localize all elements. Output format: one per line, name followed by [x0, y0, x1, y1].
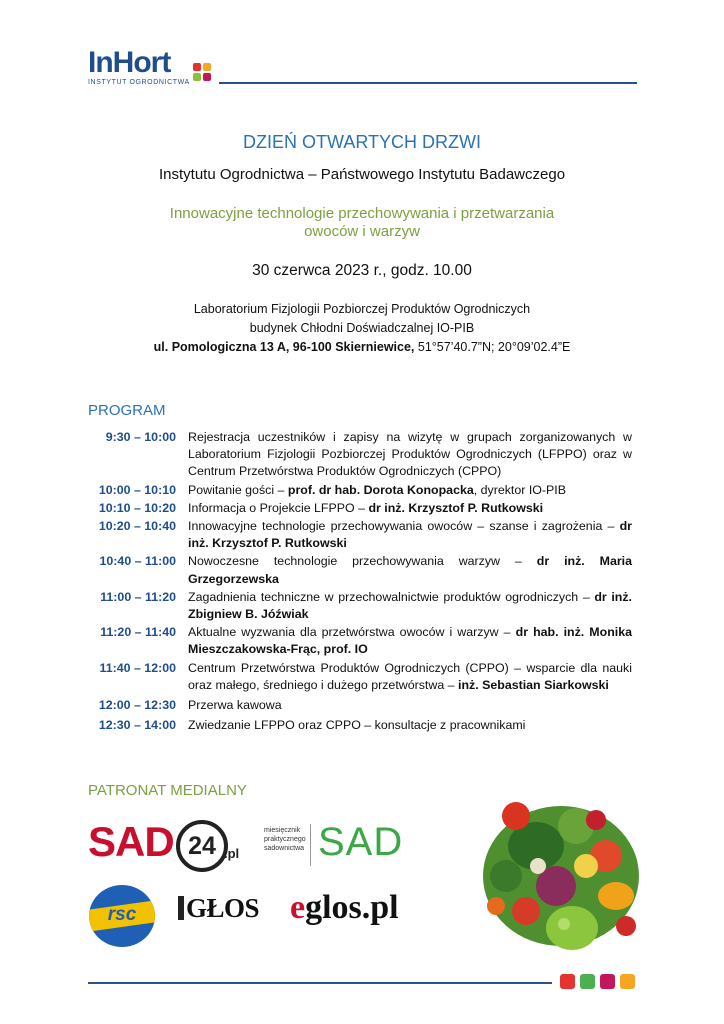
program-time: 11:00 – 11:20 [100, 589, 176, 604]
program-row [88, 553, 632, 587]
program-speaker: dr inż. Krzysztof P. Rutkowski [368, 500, 544, 515]
program-row [88, 660, 632, 694]
rsc-text: rsc [107, 904, 137, 925]
location-line-1: Laboratorium Fizjologii Pozbiorczej Produktów Ogrodniczych [193, 302, 531, 316]
program-time: 12:00 – 12:30 [98, 698, 176, 713]
program-speaker: dr inż. Krzysztof P. Rutkowski [188, 519, 632, 551]
program-speaker: dr inż. Zbigniew B. Jóźwiak [188, 589, 632, 622]
program-description [188, 553, 632, 587]
program-description [188, 624, 632, 658]
program-text: Zwiedzanie LFPPO oraz CPPO – konsultacje z pracownikami [188, 718, 526, 733]
program-row [88, 697, 632, 714]
program-text: Centrum Przetwórstwa Produktów Ogrodniczych (CPPO) – wsparcie dla nauki oraz małego, średniego i dużego przetwórstwa – [188, 660, 632, 692]
eglos-e: e [290, 889, 306, 926]
theme-line-1: Innowacyjne technologie przechowywania i przetwarzania [169, 205, 555, 222]
logo-subtitle: INSTYTUT OGRODNICTWA [88, 79, 190, 86]
event-subtitle: Instytutu Ogrodnictwa – Państwowego Instytutu Badawczego [158, 166, 566, 183]
eglos-logo [290, 889, 399, 927]
logo-squares-icon [193, 63, 213, 83]
sad-logo-divider [310, 824, 311, 866]
program-text: Powitanie gości – [188, 482, 288, 497]
program-speaker: dr hab. inż. Monika Mieszczakowska-Frąc, prof. IO [188, 625, 632, 657]
program-text: Przerwa kawowa [188, 698, 282, 713]
footer-divider [88, 982, 552, 984]
program-text: Informacja o Projekcie LFPPO – [188, 500, 369, 515]
event-theme [0, 205, 724, 241]
program-row [88, 624, 632, 658]
program-description [188, 717, 632, 734]
sad24-domain: .pl [224, 846, 240, 861]
vegetables-illustration [476, 796, 646, 954]
inhort-logo: InHort [88, 46, 171, 79]
location-address: ul. Pomologiczna 13 A, 96-100 Skierniewice, [153, 340, 415, 354]
program-description [188, 482, 632, 499]
header-divider [219, 82, 637, 84]
program-time: 11:40 – 12:00 [99, 660, 176, 675]
program-time: 10:10 – 10:20 [98, 500, 176, 515]
tagline-line-3: sadownictwa [264, 845, 305, 852]
location-coords: 51°57’40.7”N; 20°09’02.4”E [414, 340, 571, 354]
program-row [88, 482, 632, 499]
sad24-number: 24 [176, 820, 228, 872]
patronat-heading: PATRONAT MEDIALNY [88, 782, 247, 799]
program-description [188, 500, 632, 517]
program-time: 10:20 – 10:40 [98, 519, 176, 534]
program-row [88, 518, 632, 552]
program-speaker: prof. dr hab. Dorota Konopacka [287, 482, 474, 497]
location-line-3 [0, 338, 724, 357]
program-text: Aktualne wyzwania dla przetwórstwa owoców i warzyw – [188, 625, 516, 640]
program-row [88, 717, 632, 734]
program-text: Nowoczesne technologie przechowywania warzyw – [188, 554, 537, 569]
glos-emblem-icon [178, 896, 184, 920]
program-list [88, 429, 632, 735]
program-description [188, 697, 632, 714]
program-description [188, 660, 632, 694]
program-heading: PROGRAM [88, 402, 166, 419]
program-description [188, 518, 632, 552]
sad-magazine-tagline [264, 826, 310, 853]
sad-magazine-logo: SAD [318, 820, 404, 864]
eglos-rest: glos.pl [305, 889, 399, 926]
glos-logo: GŁOS [186, 893, 260, 923]
event-title: DZIEŃ OTWARTYCH DRZWI [243, 132, 481, 152]
tagline-line-1: miesięcznik [264, 827, 301, 834]
program-speaker: dr inż. Maria Grzegorzewska [188, 554, 633, 586]
program-speaker: inż. Sebastian Siarkowski [458, 677, 609, 692]
program-text: Rejestracja uczestników i zapisy na wizytę w grupach zorganizowanych w Laboratorium Fizjologii Pozbiorczej Produktów Ogrodniczych (LFPPO) oraz w Centrum Przetwórstwa Produktów Ogrodniczych (CPPO) [188, 430, 632, 479]
footer-squares-icon [560, 974, 640, 990]
program-description [188, 589, 632, 623]
tagline-line-2: praktycznego [264, 836, 306, 843]
event-date: 30 czerwca 2023 r., godz. 10.00 [252, 262, 472, 279]
program-description [188, 429, 632, 481]
theme-line-2: owoców i warzyw [304, 223, 420, 240]
event-location [0, 300, 724, 357]
sad24-logo: SAD [88, 818, 174, 865]
program-row [88, 589, 632, 623]
location-line-2: budynek Chłodni Doświadczalnej IO-PIB [249, 321, 475, 335]
program-time: 12:30 – 14:00 [98, 718, 176, 733]
program-text-after: , dyrektor IO-PIB [473, 482, 567, 497]
rsc-logo [89, 885, 155, 947]
program-time: 10:00 – 10:10 [98, 482, 176, 497]
program-time: 10:40 – 11:00 [99, 554, 176, 569]
program-text: Innowacyjne technologie przechowywania owoców – szanse i zagrożenia – [188, 519, 620, 534]
program-row [88, 500, 632, 517]
program-time: 11:20 – 11:40 [100, 625, 176, 640]
program-text: Zagadnienia techniczne w przechowalnictwie produktów ogrodniczych – [188, 589, 595, 604]
program-time: 9:30 – 10:00 [105, 430, 176, 444]
program-row [88, 429, 632, 481]
